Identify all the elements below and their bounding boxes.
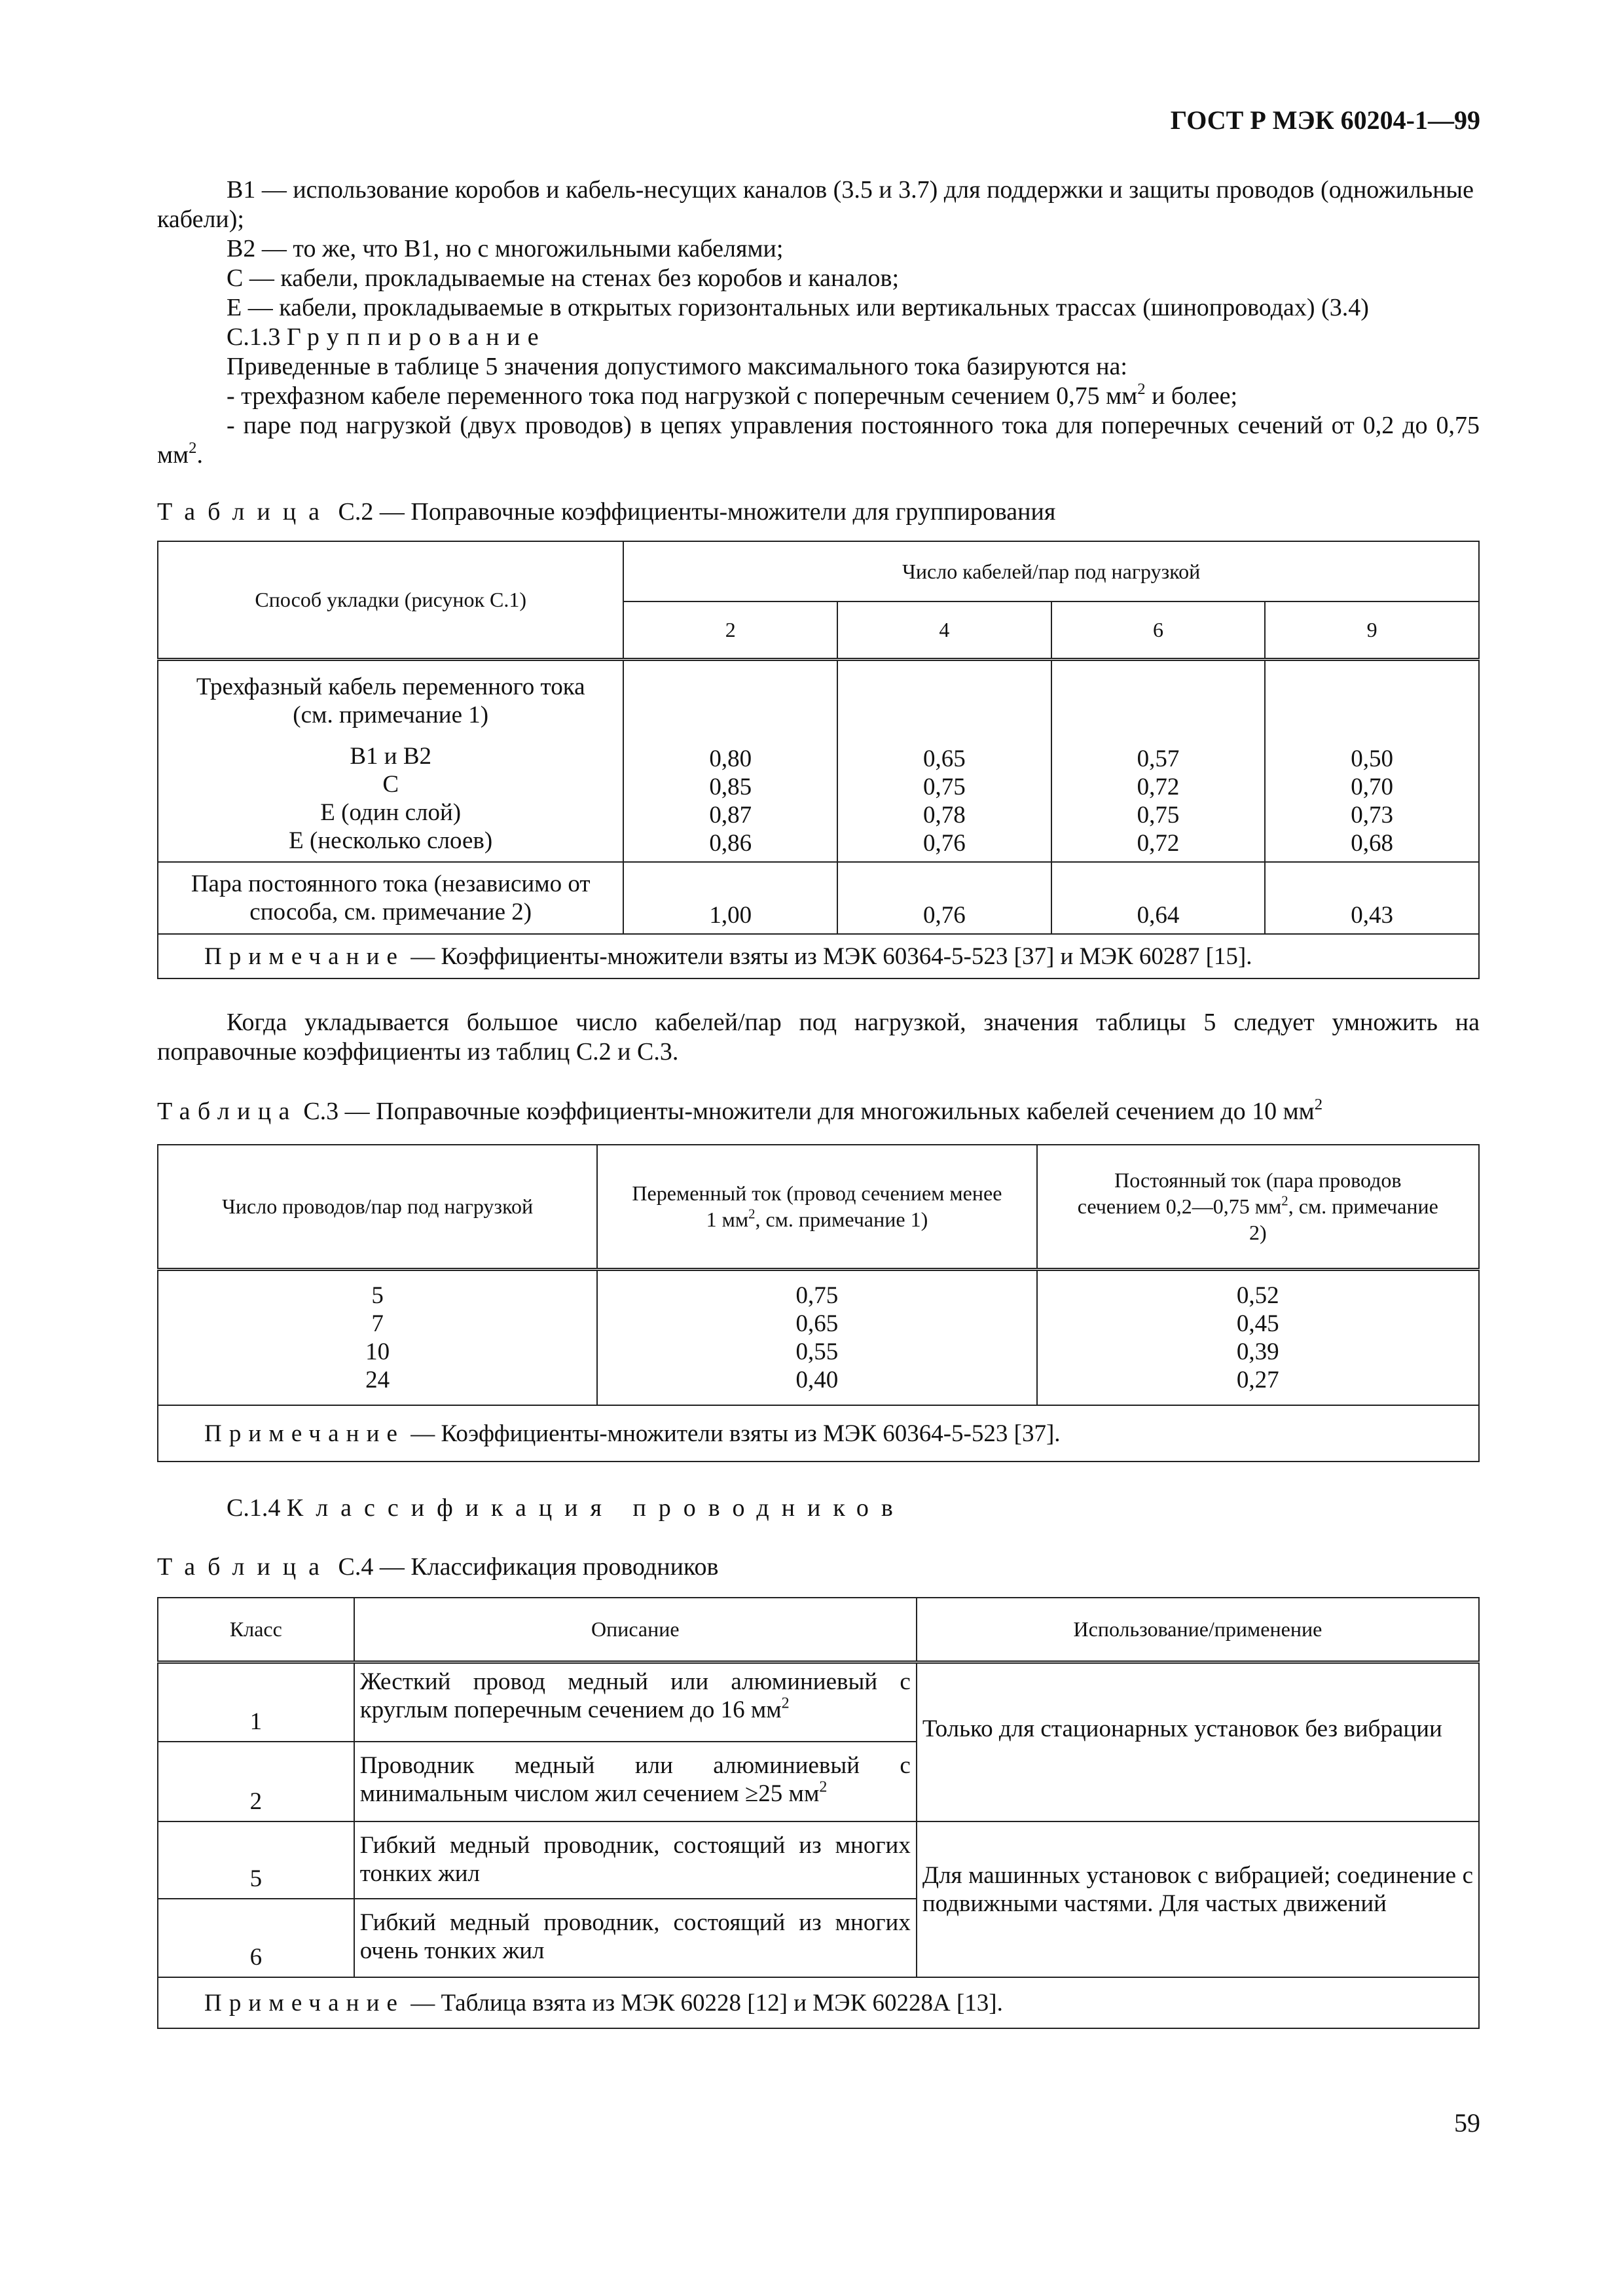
section-number: С.1.3 bbox=[227, 323, 281, 351]
c4-note bbox=[158, 1977, 1479, 2028]
c4-desc-sup: 2 bbox=[781, 1695, 790, 1712]
c4-desc-5 bbox=[354, 1821, 917, 1899]
c2-value: 0,68 bbox=[1351, 830, 1394, 857]
c3-ac-value: 0,40 bbox=[795, 1366, 839, 1393]
middle-text: Когда укладывается большое число кабелей/пар под нагрузкой, значения таблицы 5 следует умножить на поправочные коэффициенты из таблиц С.2 и С.3. bbox=[157, 1009, 1480, 1066]
c3-header-ac bbox=[597, 1145, 1036, 1269]
c3-dc-text: Постоянный ток (пара проводов сечением 0,2—0,75 мм bbox=[1077, 1168, 1402, 1219]
c2-group1-methods bbox=[158, 659, 623, 862]
caption-text: С.3 — Поправочные коэффициенты-множители для многожильных кабелей сечением до 10 мм bbox=[297, 1098, 1315, 1125]
note-text: — Таблица взята из МЭК 60228 [12] и МЭК 60228А [13]. bbox=[405, 1989, 1003, 2017]
c3-count: 24 bbox=[365, 1366, 390, 1393]
c3-ac-value: 0,75 bbox=[795, 1282, 839, 1309]
table-c2 bbox=[157, 541, 1480, 979]
c2-value: 0,78 bbox=[922, 802, 966, 829]
c3-ac-value: 0,55 bbox=[795, 1338, 839, 1365]
c4-class-2: 2 bbox=[158, 1742, 354, 1821]
c2-value: 0,75 bbox=[1137, 802, 1180, 829]
c4-desc-6 bbox=[354, 1899, 917, 1977]
item2-text: - паре под нагрузкой (двух проводов) в цепях управления постоянного тока для поперечных сечений от 0,2 до 0,75 мм bbox=[157, 412, 1480, 469]
c2-group2-value-9: 0,43 bbox=[1265, 862, 1479, 934]
item1-sup: 2 bbox=[1137, 380, 1146, 399]
c2-value: 0,75 bbox=[922, 774, 966, 800]
c2-value: 0,76 bbox=[922, 830, 966, 857]
c4-header-use: Использование/применение bbox=[917, 1598, 1479, 1662]
item2-text-end: . bbox=[196, 441, 203, 469]
c4-header-class: Класс bbox=[158, 1598, 354, 1662]
document-code-header: ГОСТ Р МЭК 60204-1—99 bbox=[1170, 105, 1480, 135]
item1-text-end: и более; bbox=[1145, 382, 1237, 410]
intro-block bbox=[157, 175, 1480, 470]
c3-ac-text: Переменный ток (провод сечением менее 1 мм bbox=[632, 1181, 1002, 1232]
caption-sup: 2 bbox=[1314, 1096, 1323, 1114]
c2-group2-value-6: 0,64 bbox=[1051, 862, 1266, 934]
intro-based-on: Приведенные в таблице 5 значения допустимого максимального тока базируются на: bbox=[227, 353, 1127, 380]
c2-value: 0,65 bbox=[922, 745, 966, 772]
c3-header-count: Число проводов/пар под нагрузкой bbox=[158, 1145, 597, 1269]
caption-label: Таблица bbox=[157, 1553, 333, 1581]
c2-group2-title: Пара постоянного тока (независимо от способа, см. примечание 2) bbox=[158, 862, 623, 934]
caption-text: С.4 — Классификация проводников bbox=[332, 1553, 719, 1581]
c2-note bbox=[158, 934, 1479, 978]
c3-col-count bbox=[158, 1269, 597, 1405]
c4-desc-1 bbox=[354, 1662, 917, 1742]
section-title: Группирование bbox=[286, 323, 546, 351]
c4-class-6: 6 bbox=[158, 1899, 354, 1977]
c3-dc-value: 0,52 bbox=[1236, 1282, 1279, 1309]
c4-desc-sup: 2 bbox=[819, 1778, 828, 1796]
c2-method-e-single: Е (один слой) bbox=[320, 798, 462, 826]
c3-col-ac bbox=[597, 1269, 1036, 1405]
c4-desc-text: Гибкий медный проводник, состоящий из многих тонких жил bbox=[359, 1832, 911, 1887]
section-title: Классификация проводников bbox=[286, 1494, 905, 1522]
c2-value: 0,72 bbox=[1137, 774, 1180, 800]
intro-c: С — кабели, прокладываемые на стенах без коробов и каналов; bbox=[227, 264, 900, 292]
c2-count-6: 6 bbox=[1051, 601, 1266, 659]
intro-b2: В2 — то же, что В1, но с многожильными кабелями; bbox=[227, 235, 784, 262]
c3-count: 5 bbox=[371, 1282, 384, 1309]
c2-count-4: 4 bbox=[837, 601, 1051, 659]
c2-group1-col-9 bbox=[1265, 659, 1479, 862]
c3-ac-value: 0,65 bbox=[795, 1310, 839, 1337]
c2-value: 0,86 bbox=[709, 830, 752, 857]
page-number: 59 bbox=[1454, 2108, 1480, 2138]
note-label: Примечание bbox=[204, 942, 405, 970]
c2-value: 0,70 bbox=[1351, 774, 1394, 800]
c3-header-dc bbox=[1037, 1145, 1479, 1269]
intro-e: Е — кабели, прокладываемые в открытых горизонтальных или вертикальных трассах (шинопроводах) (3.4) bbox=[227, 294, 1369, 321]
note-text: — Коэффициенты-множители взяты из МЭК 60364-5-523 [37]. bbox=[405, 1420, 1061, 1447]
table-c3 bbox=[157, 1144, 1480, 1462]
note-label: Примечание bbox=[204, 1420, 405, 1447]
c2-group1-col-6 bbox=[1051, 659, 1266, 862]
c4-use-1: Только для стационарных установок без вибрации bbox=[917, 1662, 1479, 1821]
c4-desc-text: Гибкий медный проводник, состоящий из многих очень тонких жил bbox=[359, 1909, 911, 1964]
c3-dc-text-end: , см. примечание 2) bbox=[1249, 1194, 1438, 1245]
c2-group2-value-2: 1,00 bbox=[623, 862, 837, 934]
c3-dc-value: 0,39 bbox=[1236, 1338, 1279, 1365]
c4-desc-text: Жесткий провод медный или алюминиевый с круглым поперечным сечением до 16 мм bbox=[359, 1668, 911, 1723]
caption-label: Таблица bbox=[157, 498, 333, 526]
c3-ac-sup: 2 bbox=[748, 1206, 756, 1222]
c3-dc-value: 0,27 bbox=[1236, 1366, 1279, 1393]
c2-method-b1b2: В1 и В2 bbox=[350, 742, 432, 770]
c2-count-2: 2 bbox=[623, 601, 837, 659]
table-c2-caption bbox=[157, 497, 1480, 527]
c2-value: 0,72 bbox=[1137, 830, 1180, 857]
item2-sup: 2 bbox=[189, 439, 197, 457]
note-label: Примечание bbox=[204, 1989, 405, 2017]
intro-item-2 bbox=[157, 411, 1480, 470]
intro-item-1 bbox=[157, 382, 1480, 411]
table-c4 bbox=[157, 1597, 1480, 2029]
c2-header-method: Способ укладки (рисунок С.1) bbox=[158, 541, 623, 659]
c2-header-group: Число кабелей/пар под нагрузкой bbox=[623, 541, 1479, 601]
c3-count: 7 bbox=[371, 1310, 384, 1337]
note-text: — Коэффициенты-множители взяты из МЭК 60364-5-523 [37] и МЭК 60287 [15]. bbox=[405, 942, 1252, 970]
intro-b1: В1 — использование коробов и кабель-несущих каналов (3.5 и 3.7) для поддержки и защиты проводов (одножильные кабели); bbox=[157, 176, 1474, 233]
c2-value: 0,50 bbox=[1351, 745, 1394, 772]
c4-class-1: 1 bbox=[158, 1662, 354, 1742]
c2-group2-value-4: 0,76 bbox=[837, 862, 1051, 934]
c2-count-9: 9 bbox=[1265, 601, 1479, 659]
c2-value: 0,85 bbox=[709, 774, 752, 800]
c4-desc-2 bbox=[354, 1742, 917, 1821]
c4-header-desc: Описание bbox=[354, 1598, 917, 1662]
c2-value: 0,73 bbox=[1351, 802, 1394, 829]
c3-note bbox=[158, 1405, 1479, 1462]
c3-ac-text-end: , см. примечание 1) bbox=[755, 1208, 928, 1232]
c4-class-5: 5 bbox=[158, 1821, 354, 1899]
c2-method-e-multi: Е (несколько слоев) bbox=[289, 827, 493, 854]
c2-value: 0,87 bbox=[709, 802, 752, 829]
section-c14-heading bbox=[227, 1494, 1470, 1523]
section-number: С.1.4 bbox=[227, 1494, 281, 1522]
middle-paragraph bbox=[157, 1008, 1480, 1067]
section-c13-heading bbox=[157, 323, 1480, 352]
caption-text: С.2 — Поправочные коэффициенты-множители для группирования bbox=[332, 498, 1056, 526]
caption-label: Таблица bbox=[157, 1098, 297, 1125]
c2-method-c: С bbox=[382, 770, 399, 798]
table-c4-caption bbox=[157, 1552, 1480, 1582]
c3-dc-value: 0,45 bbox=[1236, 1310, 1279, 1337]
c3-col-dc bbox=[1037, 1269, 1479, 1405]
c4-use-2: Для машинных установок с вибрацией; соединение с подвижными частями. Для частых движений bbox=[917, 1821, 1479, 1977]
item1-text: - трехфазном кабеле переменного тока под нагрузкой с поперечным сечением 0,75 мм bbox=[227, 382, 1138, 410]
table-c3-caption bbox=[157, 1097, 1480, 1126]
c3-count: 10 bbox=[365, 1338, 390, 1365]
c2-group1-title: Трехфазный кабель переменного тока (см. примечание 1) bbox=[196, 673, 585, 728]
c2-value: 0,57 bbox=[1137, 745, 1180, 772]
c2-group1-col-2 bbox=[623, 659, 837, 862]
c2-value: 0,80 bbox=[709, 745, 752, 772]
c4-desc-text: Проводник медный или алюминиевый с минимальным числом жил сечением ≥25 мм bbox=[359, 1752, 911, 1807]
c2-group1-col-4 bbox=[837, 659, 1051, 862]
c3-dc-sup: 2 bbox=[1281, 1193, 1288, 1209]
